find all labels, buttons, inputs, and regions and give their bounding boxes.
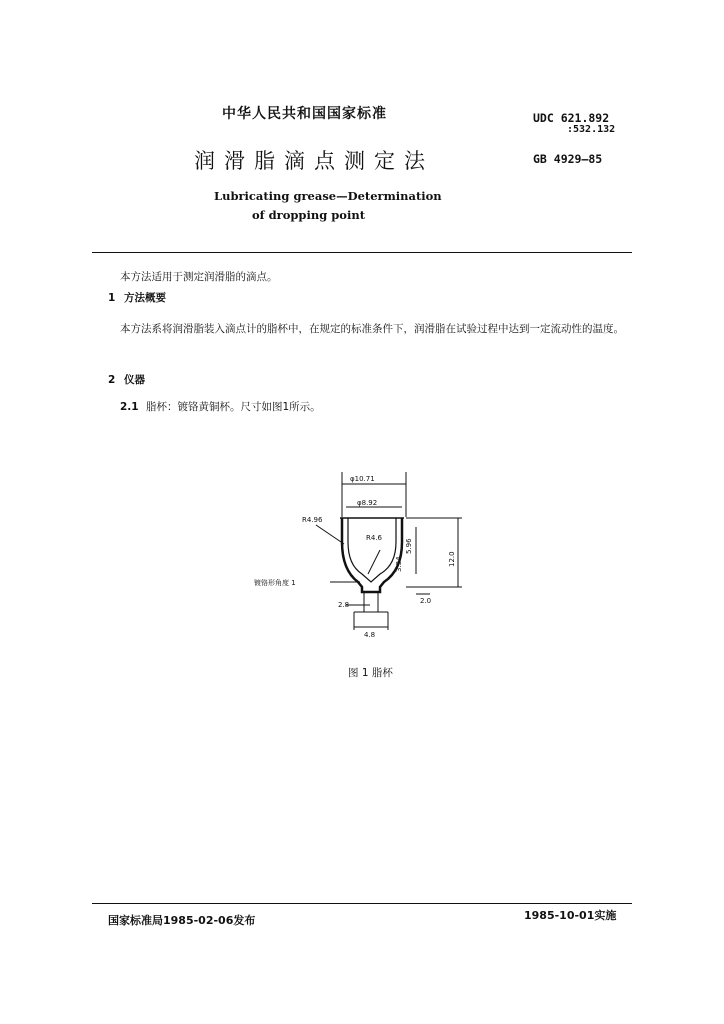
udc-code [533, 112, 615, 136]
item-2-1-number: 2.1 [120, 401, 139, 413]
national-standard-heading: 中华人民共和国国家标准 [222, 106, 387, 122]
header-rule [92, 252, 632, 253]
implementation-date: 1985-10-01实施 [524, 909, 617, 922]
document-title-cn: 润滑脂滴点测定法 [194, 149, 434, 173]
title-en-line2: of dropping point [252, 208, 366, 222]
item-2-1 [120, 399, 321, 414]
outer-radius-leader [316, 525, 344, 544]
udc-line2: :532.132 [567, 124, 616, 135]
dim-height-label: 12.0 [448, 551, 456, 567]
dim-mid-label: 5.96 [405, 538, 413, 554]
dim-offset-label: 2.0 [420, 597, 432, 605]
section-1-number: 1 [108, 292, 116, 304]
note-left-label: 镀铬形角度 1 [254, 579, 296, 587]
document-title-en [214, 187, 442, 225]
figure-caption: 图 1 脂杯 [348, 667, 393, 679]
section-2-title: 仪器 [124, 374, 145, 386]
section-1-heading [108, 290, 166, 305]
item-2-1-text: 脂杯：镀铬黄铜杯。尺寸如图1所示。 [146, 401, 321, 413]
radius-inner-label: R4.6 [366, 534, 382, 542]
scope-paragraph: 本方法适用于测定润滑脂的滴点。 [120, 271, 278, 283]
gb-number: GB 4929—85 [533, 152, 603, 166]
cup-inner-wall [348, 518, 396, 582]
title-en-line1: Lubricating grease—Determination [214, 189, 442, 203]
dim-inner-label: φ8.92 [357, 499, 378, 507]
dim-small-label: 3.34 [395, 556, 403, 572]
dim-hole-label: 2.8 [338, 601, 350, 609]
udc-line1: UDC 621.892 [533, 111, 610, 125]
cup-outlet [364, 592, 378, 612]
radius-outer-label: R4.96 [302, 516, 323, 524]
section-1-title: 方法概要 [124, 292, 166, 304]
dim-top-label: φ10.71 [350, 475, 375, 483]
issued-date: 国家标准局1985-02-06发布 [108, 914, 256, 927]
section-1-paragraph: 本方法系将润滑脂装入滴点计的脂杯中，在规定的标准条件下，润滑脂在试验过程中达到一定流动性的温度。 [120, 323, 624, 335]
footer-rule [92, 903, 632, 904]
inner-radius-leader [368, 550, 380, 574]
section-2-number: 2 [108, 374, 116, 386]
section-2-heading [108, 372, 145, 387]
grease-cup-drawing [230, 462, 510, 642]
dim-base-label: 4.8 [364, 631, 376, 639]
